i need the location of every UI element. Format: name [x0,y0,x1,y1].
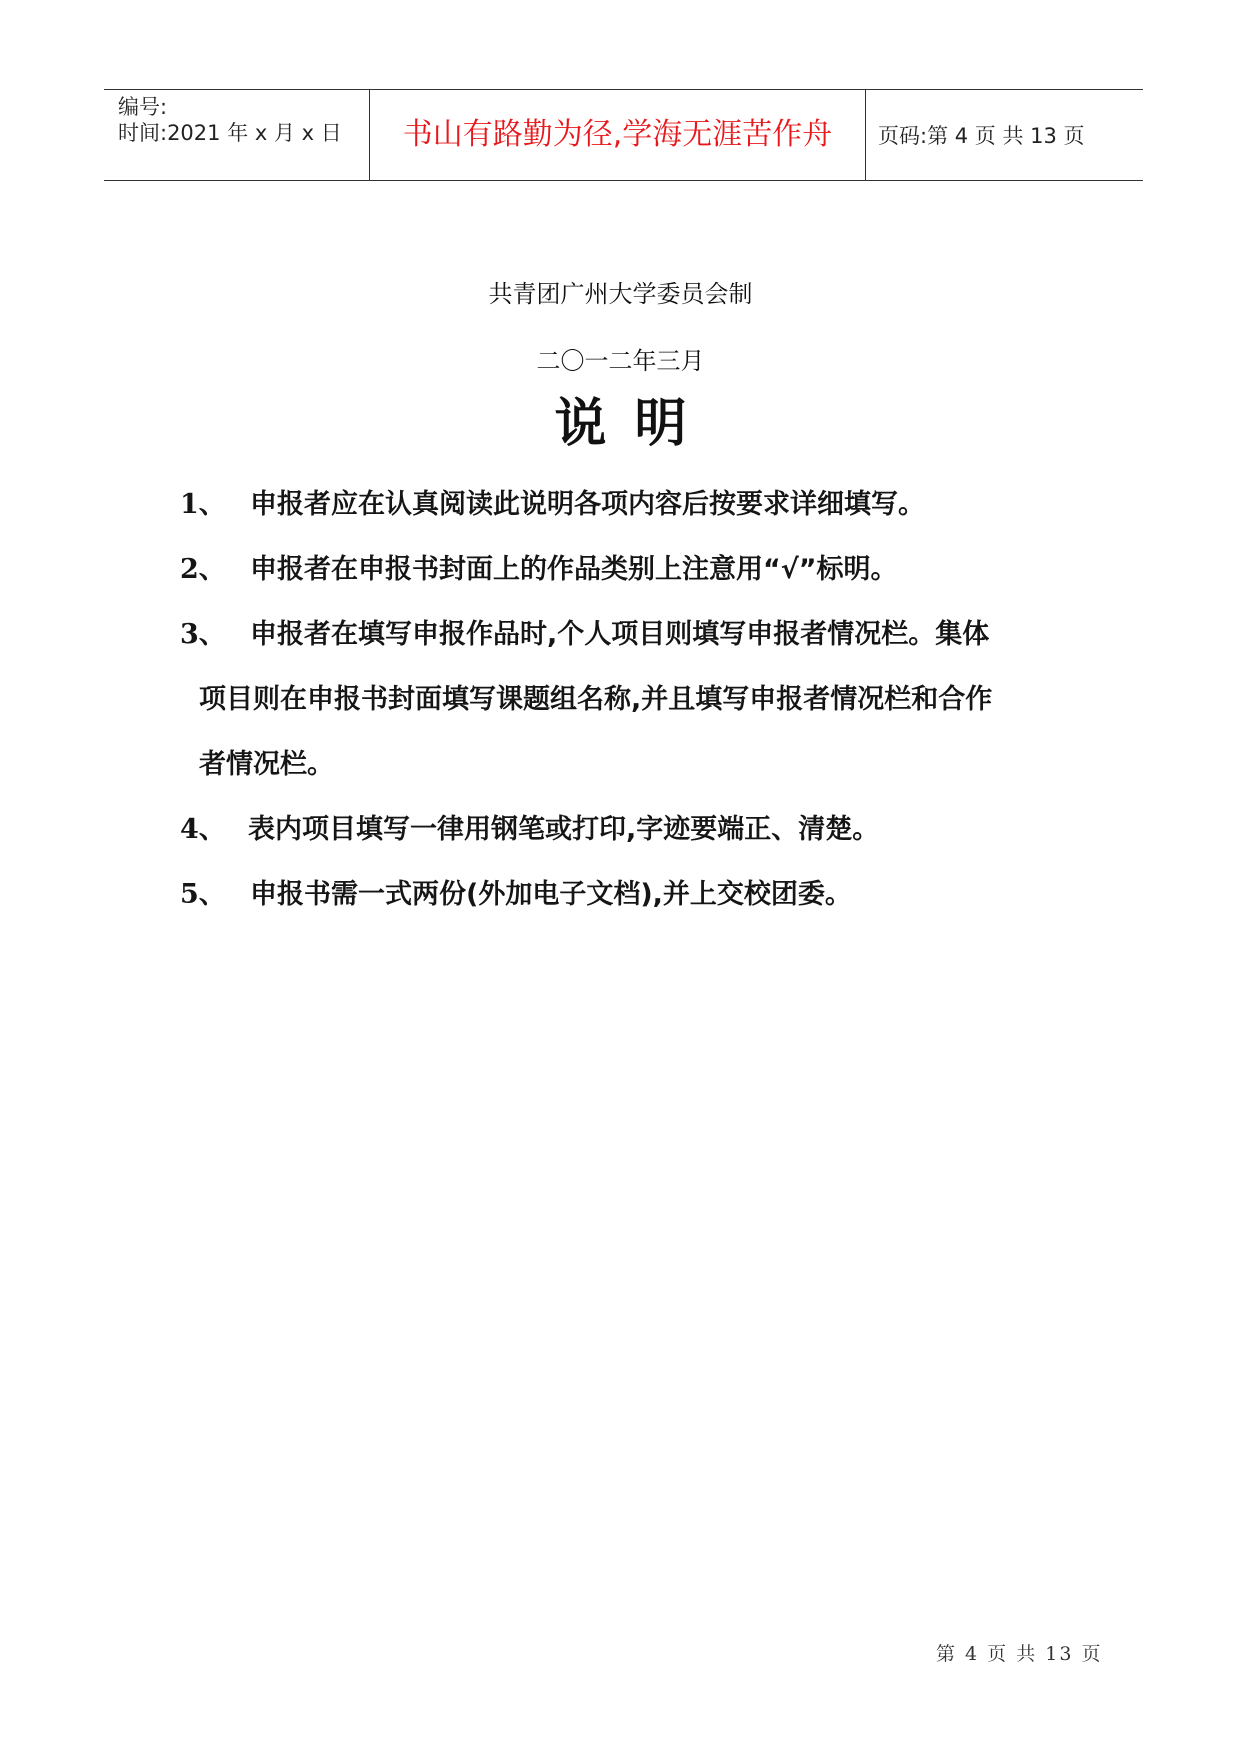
item-text: 申报者在填写申报作品时,个人项目则填写申报者情况栏。集体 [250,619,990,650]
date-line: 二〇一二年三月 [536,347,705,375]
item-text: 者情况栏。 [199,749,334,780]
item-text: 申报书需一式两份(外加电子文档),并上交校团委。 [250,879,852,910]
header-middle-cell [369,90,866,180]
item-text: 项目则在申报书封面填写课题组名称,并且填写申报者情况栏和合作 [199,684,993,715]
item-number: 1、 [180,489,226,520]
header-left-cell [104,90,369,180]
item-text: 申报者在申报书封面上的作品类别上注意用“√”标明。 [250,554,898,585]
page-footer: 第 4 页 共 13 页 [936,1643,1103,1665]
serial-label: 编号: [118,95,168,119]
item-number: 5、 [180,879,226,910]
organization-line: 共青团广州大学委员会制 [488,280,753,308]
page-header [104,89,1143,181]
item-number: 2、 [180,554,226,585]
item-number: 3、 [180,619,226,650]
instructions-title: 说明 [554,394,715,454]
item-text: 表内项目填写一律用钢笔或打印,字迹要端正、清楚。 [248,814,880,845]
time-label: 时间:2021 年 x 月 x 日 [118,121,342,145]
item-number: 4、 [180,814,226,845]
header-page-info: 页码:第 4 页 共 13 页 [878,124,1085,148]
header-motto: 书山有路勤为径,学海无涯苦作舟 [402,117,833,152]
header-right-cell [866,90,1143,180]
item-text: 申报者应在认真阅读此说明各项内容后按要求详细填写。 [250,489,925,520]
